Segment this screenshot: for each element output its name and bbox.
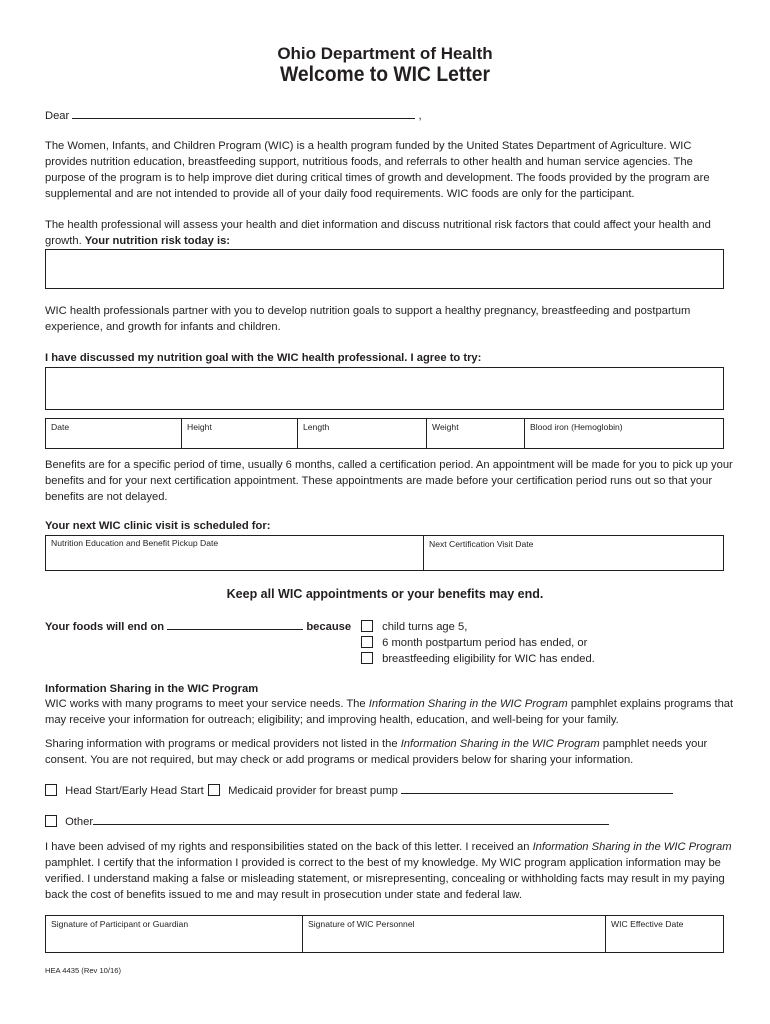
- breastfeeding-checkbox[interactable]: [361, 652, 373, 664]
- participant-signature-label: Signature of Participant or Guardian: [51, 919, 189, 929]
- medicaid-checkbox[interactable]: [208, 784, 220, 796]
- date-cell[interactable]: [46, 419, 181, 448]
- next-visit-table: [45, 535, 724, 571]
- next-certification-date-label: Next Certification Visit Date: [429, 539, 534, 549]
- height-label: Height: [187, 422, 212, 432]
- postpartum-checkbox[interactable]: [361, 636, 373, 648]
- length-label: Length: [303, 422, 330, 432]
- dear-label: Dear: [45, 110, 70, 122]
- reason-child-age: [361, 619, 467, 635]
- foods-end-label: Your foods will end on: [45, 621, 165, 633]
- page-title: Welcome to WIC Letter: [279, 63, 491, 86]
- certification-text: pamphlet. I certify that the information I provided is correct to the best of my knowledge. My WIC program application information may be verified. I understand making a false or misleading statement, or misrepresenting, concealing or withholding facts may result in my paying back the cost of benefits issued to me and may result in prosecution under state and federal law.: [45, 857, 725, 901]
- signature-table: [45, 915, 724, 953]
- info-sharing-paragraph-2: [45, 736, 735, 768]
- salutation-comma: ,: [418, 110, 422, 122]
- head-start-label: Head Start/Early Head Start: [65, 785, 204, 797]
- personnel-signature-cell[interactable]: [302, 916, 605, 952]
- date-label: Date: [51, 422, 70, 432]
- medicaid-label: Medicaid provider for breast pump: [228, 785, 398, 797]
- weight-label: Weight: [432, 422, 459, 432]
- benefit-pickup-date-cell[interactable]: [46, 536, 423, 570]
- nutrition-risk-box[interactable]: [45, 249, 724, 289]
- other-label: Other: [65, 816, 94, 828]
- reason-label: 6 month postpartum period has ended, or: [382, 637, 588, 649]
- partner-paragraph: WIC health professionals partner with you to develop nutrition goals to support a healthy pregnancy, breastfeeding and postpartum experience, and growth for infants and children.: [45, 305, 691, 333]
- weight-cell[interactable]: [426, 419, 524, 448]
- reason-label: breastfeeding eligibility for WIC has ended.: [382, 653, 595, 665]
- recipient-name-field[interactable]: [72, 108, 415, 119]
- head-start-option: [45, 783, 204, 799]
- reason-postpartum: [361, 635, 587, 651]
- personnel-signature-label: Signature of WIC Personnel: [308, 919, 415, 929]
- intro-paragraph: The Women, Infants, and Children Program (WIC) is a health program funded by the United States Department of Agriculture. WIC provides nutrition education, breastfeeding support, nutritious foods, and referrals to other health and human service agencies. The purpose of the program is to help improve diet during critical times of growth and development. The foods provided by the program are supplemental and are not intended to provide all of your daily food requirements. WIC foods are only for the participant.: [45, 140, 710, 200]
- nutrition-risk-label: Your nutrition risk today is:: [84, 235, 231, 247]
- salutation-line: [45, 108, 735, 124]
- height-cell[interactable]: [181, 419, 297, 448]
- effective-date-label: WIC Effective Date: [611, 919, 684, 929]
- reason-breastfeeding: [361, 651, 595, 667]
- next-certification-date-cell[interactable]: [423, 536, 723, 570]
- medicaid-option: [208, 783, 673, 799]
- info-sharing-text: Sharing information with programs or medical providers not listed in the: [45, 738, 398, 750]
- measurements-table: [45, 418, 724, 449]
- other-program-field[interactable]: [93, 814, 609, 825]
- effective-date-cell[interactable]: [605, 916, 723, 952]
- pamphlet-title: Information Sharing in the WIC Program: [368, 698, 568, 710]
- head-start-checkbox[interactable]: [45, 784, 57, 796]
- other-option: [45, 814, 609, 830]
- other-checkbox[interactable]: [45, 815, 57, 827]
- assessment-text: The health professional will assess your health and diet information and discuss nutritional risk factors that could affect your health and growth.: [45, 219, 711, 247]
- assessment-paragraph: [45, 217, 735, 249]
- info-sharing-text: pamphlet needs your consent. You are not required, but may check or add programs or medical providers below for sharing your information.: [45, 738, 708, 766]
- length-cell[interactable]: [297, 419, 426, 448]
- because-label: because: [306, 621, 352, 633]
- certification-text: I have been advised of my rights and responsibilities stated on the back of this letter. I received an: [45, 841, 530, 853]
- info-sharing-text: pamphlet explains programs that may receive your information for outreach; eligibility; and improving health, education, and well-being for your family.: [45, 698, 734, 726]
- form-number: HEA 4435 (Rev 10/16): [45, 966, 121, 975]
- certification-paragraph: [45, 839, 735, 903]
- foods-end-date-field[interactable]: [167, 619, 303, 630]
- foods-end-row: [45, 619, 351, 635]
- info-sharing-paragraph-1: [45, 696, 735, 728]
- blood-iron-label: Blood iron (Hemoglobin): [530, 422, 623, 432]
- medicaid-provider-field[interactable]: [401, 783, 673, 794]
- info-sharing-heading: Information Sharing in the WIC Program: [45, 683, 259, 695]
- benefit-pickup-date-label: Nutrition Education and Benefit Pickup Date: [51, 538, 219, 548]
- agency-name: Ohio Department of Health: [277, 44, 493, 63]
- benefits-paragraph: Benefits are for a specific period of time, usually 6 months, called a certification period. An appointment will be made for you to pick up your benefits and for your next certification appointment. These appointments are made before your certification period runs out so that your benefits are not delayed.: [45, 459, 733, 503]
- reason-label: child turns age 5,: [382, 621, 468, 633]
- next-visit-heading: Your next WIC clinic visit is scheduled for:: [45, 520, 271, 532]
- blood-iron-cell[interactable]: [524, 419, 723, 448]
- pamphlet-title: Information Sharing in the WIC Program: [400, 738, 600, 750]
- pamphlet-title: Information Sharing in the WIC Program: [532, 841, 732, 853]
- goal-heading: I have discussed my nutrition goal with the WIC health professional. I agree to try:: [45, 352, 482, 364]
- participant-signature-cell[interactable]: [46, 916, 302, 952]
- keep-appointments-notice: Keep all WIC appointments or your benefits may end.: [226, 587, 544, 601]
- info-sharing-text: WIC works with many programs to meet your service needs. The: [45, 698, 366, 710]
- nutrition-goal-box[interactable]: [45, 367, 724, 410]
- child-age-checkbox[interactable]: [361, 620, 373, 632]
